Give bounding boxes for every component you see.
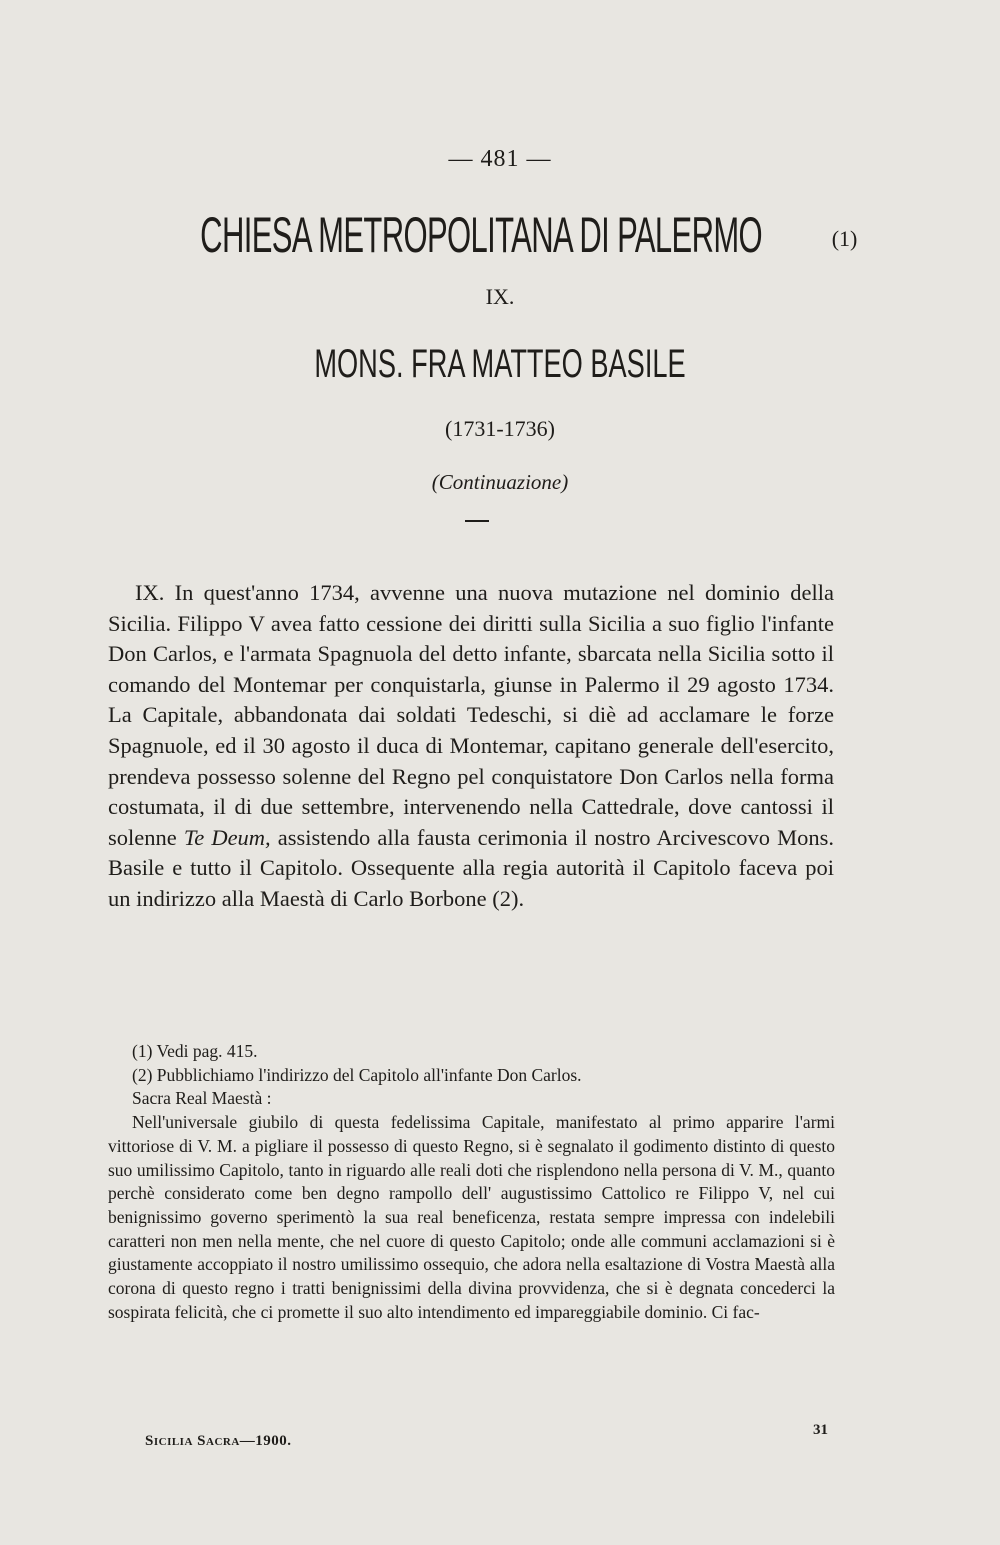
footnote-1: (1) Vedi pag. 415. (132, 1041, 258, 1061)
title-footnote-marker: (1) (831, 226, 858, 251)
signature-mark: 31 (813, 1422, 828, 1438)
continuation-note: (Continuazione) (431, 470, 569, 494)
divider (465, 520, 489, 522)
section-title (0, 338, 1000, 390)
letter-text: Nell'universale giubilo di questa fedelissima Capitale, manifestato al primo apparire l'armi vittoriose di V. M. a pigliare il possesso di questo Regno, si è segnalato il godimento distinto di questo suo umilissimo Capitolo, tanto in riguardo alle reali doti che risplendono nella persona di V. M., quanto perchè considerato come ben degno rampollo dell' augustissimo Cattolico re Filippo V, nel cui benignissimo governo sperimentò la sua real beneficenza, restata sempre impressa con indelebili caratteri non men nella mente, che nel cuore di questo Capitolo; onde alle communi acclamazioni si è giustamente accoppiato il nostro umilissimo ossequio, che adora nella esaltazione di Vostra Maestà alla corona di questo regno i tratti benignissimi della divina provvidenza, che si è degnata concederci la sospirata felicità, che ci promette il suo alto intendimento ed impareggiabile dominio. Ci fac- (108, 1112, 835, 1322)
body-paragraph (108, 578, 834, 915)
chapter-title-text: CHIESA METROPOLITANA DI PALERMO (199, 207, 762, 263)
section-number: IX. (485, 284, 515, 309)
te-deum-italic: Te Deum, (183, 824, 271, 850)
page-number: — 481 — (448, 146, 552, 172)
footnotes (108, 1040, 835, 1324)
section-title-text: MONS. FRA MATTEO BASILE (314, 342, 686, 386)
footnote-2: (2) Pubblichiamo l'indirizzo del Capitolo all'infante Don Carlos. (132, 1064, 582, 1085)
chapter-title (0, 206, 1000, 264)
body-text-part1: IX. In quest'anno 1734, avvenne una nuova mutazione nel dominio della Sicilia. Filippo V avea fatto cessione dei diritti sulla Sicilia a suo figlio l'infante Don Carlos, e l'armata Spagnuola del detto infante, sbarcata nella Sicilia sotto il comando del Montemar per conquistarla, giunse in Palermo il 29 agosto 1734. La Capitale, abbandonata dai soldati Tedeschi, si diè ad acclamare le forze Spagnuole, ed il 30 agosto il duca di Montemar, capitano generale dell'esercito, prendeva possesso solenne del Regno pel conquistatore Don Carlos nella forma costumata, il di due settembre, intervenendo nella Cattedrale, dove cantossi il solenne (108, 580, 834, 850)
journal-footer: Sicilia Sacra—1900. (145, 1433, 292, 1449)
letter-salutation: Sacra Real Maestà : (132, 1088, 272, 1109)
date-range: (1731-1736) (445, 416, 555, 441)
body-text-part2: assistendo alla fausta cerimonia il nostro Arcivescovo Mons. Basile e tutto il Capitolo. Ossequente alla regia autorità il Capitolo faceva poi un indirizzo alla Maestà di Carlo Borbone (2). (108, 824, 835, 911)
